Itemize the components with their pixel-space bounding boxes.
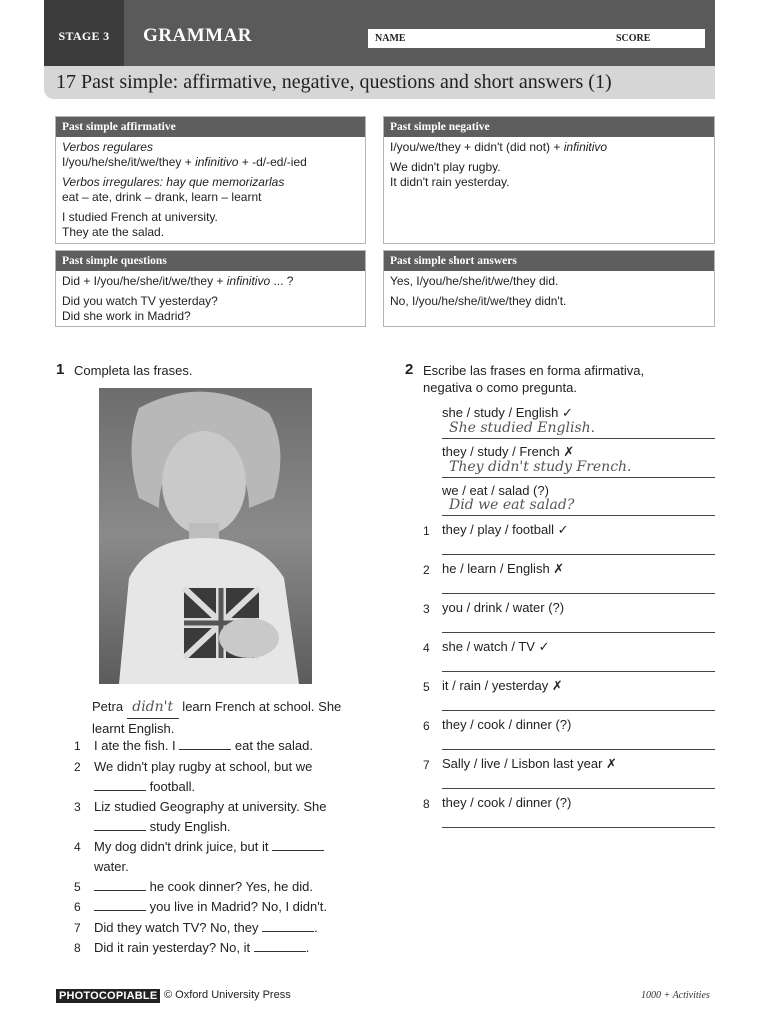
item-number: 1	[423, 524, 430, 538]
example-answer: didn't	[132, 699, 174, 715]
answer-blank[interactable]	[94, 778, 146, 791]
list-item: 7 Did they watch TV? No, they .	[74, 919, 318, 935]
answer-blank[interactable]	[272, 838, 324, 851]
example-text: learnt English.	[92, 720, 175, 736]
exercise-2-instruction: Escribe las frases en forma afirmativa, negativa o como pregunta.	[423, 363, 645, 395]
answer-blank[interactable]	[262, 919, 314, 932]
exercise-2-number: 2	[405, 361, 414, 378]
item-number: 4	[423, 641, 430, 655]
box-past-simple-negative	[383, 116, 715, 244]
list-item: 3 Liz studied Geography at university. She study English.	[74, 798, 327, 834]
list-item: 2 We didn't play rugby at school, but we football.	[74, 758, 313, 794]
box-text: Did + I/you/he/she/it/we/they +	[62, 274, 227, 288]
student-photo	[99, 388, 312, 684]
page-title: 17 Past simple: affirmative, negative, questions and short answers (1)	[56, 71, 612, 93]
item-number: 8	[423, 797, 430, 811]
box-heading: Past simple questions	[56, 251, 365, 271]
box-text: They ate the salad.	[62, 225, 165, 239]
answer-blank[interactable]	[179, 737, 231, 750]
exercise-2-prompt: you / drink / water (?)	[442, 600, 565, 615]
answer-line[interactable]	[442, 592, 715, 594]
example-text: learn French at school. She	[178, 699, 342, 714]
section-title: GRAMMAR	[143, 25, 253, 46]
box-text: We didn't play rugby.	[390, 160, 501, 174]
list-item: 6 you live in Madrid? No, I didn't.	[74, 899, 327, 914]
exercise-2-prompt: it / rain / yesterday ✗	[442, 678, 563, 693]
answer-line[interactable]	[442, 709, 715, 711]
exercise-1-number: 1	[56, 361, 65, 378]
exercise-2-example-prompt: we / eat / salad (?)	[442, 483, 549, 498]
box-text: Verbos irregulares: hay que memorizarlas	[62, 175, 285, 189]
item-number: 7	[423, 758, 430, 772]
box-text: Yes, I/you/he/she/it/we/they did.	[390, 274, 559, 288]
list-item: 8 Did it rain yesterday? No, it .	[74, 940, 310, 955]
exercise-2-prompt: she / watch / TV ✓	[442, 639, 550, 654]
name-score-field[interactable]	[368, 29, 705, 48]
answer-line[interactable]	[442, 748, 715, 750]
example-text: Petra	[92, 699, 127, 714]
box-past-simple-affirmative	[55, 116, 366, 244]
name-label: NAME	[375, 33, 406, 44]
box-text: I/you/we/they + didn't (did not) +	[390, 140, 564, 154]
list-item: 1 I ate the fish. I eat the salad.	[74, 738, 313, 753]
box-past-simple-questions	[55, 250, 366, 327]
box-heading: Past simple affirmative	[56, 117, 365, 137]
item-number: 6	[423, 719, 430, 733]
exercise-1-instruction: Completa las frases.	[74, 363, 193, 378]
box-text: I studied French at university.	[62, 210, 218, 224]
box-text: I/you/he/she/it/we/they +	[62, 155, 196, 169]
stage-label: STAGE 3	[44, 0, 124, 66]
exercise-2-example-prompt: they / study / French ✗	[442, 444, 575, 459]
answer-line[interactable]	[442, 553, 715, 555]
exercise-2-example-answer: Did we eat salad?	[449, 497, 575, 513]
answer-blank[interactable]	[94, 818, 146, 831]
series-name: 1000 + Activities	[641, 990, 710, 1001]
exercise-2-prompt: he / learn / English ✗	[442, 561, 565, 576]
box-text: No, I/you/he/she/it/we/they didn't.	[390, 294, 567, 308]
box-text: infinitivo	[195, 155, 239, 169]
box-heading: Past simple short answers	[384, 251, 714, 271]
box-text: infinitivo	[563, 140, 608, 154]
box-text: Did she work in Madrid?	[62, 309, 191, 323]
exercise-2-prompt: they / cook / dinner (?)	[442, 717, 572, 732]
item-number: 3	[423, 602, 430, 616]
score-label: SCORE	[616, 33, 651, 44]
box-text: eat – ate, drink – drank, learn – learnt	[62, 190, 262, 204]
answer-blank[interactable]	[254, 939, 306, 952]
exercise-2-example-answer: They didn't study French.	[449, 459, 632, 475]
box-text: infinitivo	[226, 274, 271, 288]
exercise-2-prompt: they / cook / dinner (?)	[442, 795, 572, 810]
box-text: ... ?	[270, 274, 294, 288]
item-number: 5	[423, 680, 430, 694]
item-number: 2	[423, 563, 430, 577]
box-text: Did you watch TV yesterday?	[62, 294, 218, 308]
answer-line[interactable]	[442, 670, 715, 672]
exercise-1-example	[92, 697, 382, 738]
list-item: 5 he cook dinner? Yes, he did.	[74, 878, 313, 894]
list-item: 4 My dog didn't drink juice, but it water.	[74, 837, 374, 877]
box-heading: Past simple negative	[384, 117, 714, 137]
answer-line[interactable]	[442, 826, 715, 828]
answer-blank[interactable]	[94, 878, 146, 891]
box-text: It didn't rain yesterday.	[390, 175, 510, 189]
answer-line	[442, 476, 715, 478]
answer-line	[442, 437, 715, 439]
box-text: + -d/-ed/-ied	[238, 155, 307, 169]
publisher-credit: © Oxford University Press	[164, 989, 291, 1001]
exercise-2-prompt: they / play / football ✓	[442, 522, 569, 537]
exercise-2-example-prompt: she / study / English ✓	[442, 405, 573, 420]
answer-blank[interactable]	[94, 898, 146, 911]
box-text: Verbos regulares	[62, 140, 153, 154]
answer-line[interactable]	[442, 787, 715, 789]
answer-line	[442, 514, 715, 516]
exercise-2-example-answer: She studied English.	[449, 420, 596, 436]
photocopiable-badge: PHOTOCOPIABLE	[56, 989, 160, 1003]
box-past-simple-short-answers	[383, 250, 715, 327]
exercise-1-items	[74, 736, 374, 959]
exercise-2-prompt: Sally / live / Lisbon last year ✗	[442, 756, 617, 771]
answer-line[interactable]	[442, 631, 715, 633]
